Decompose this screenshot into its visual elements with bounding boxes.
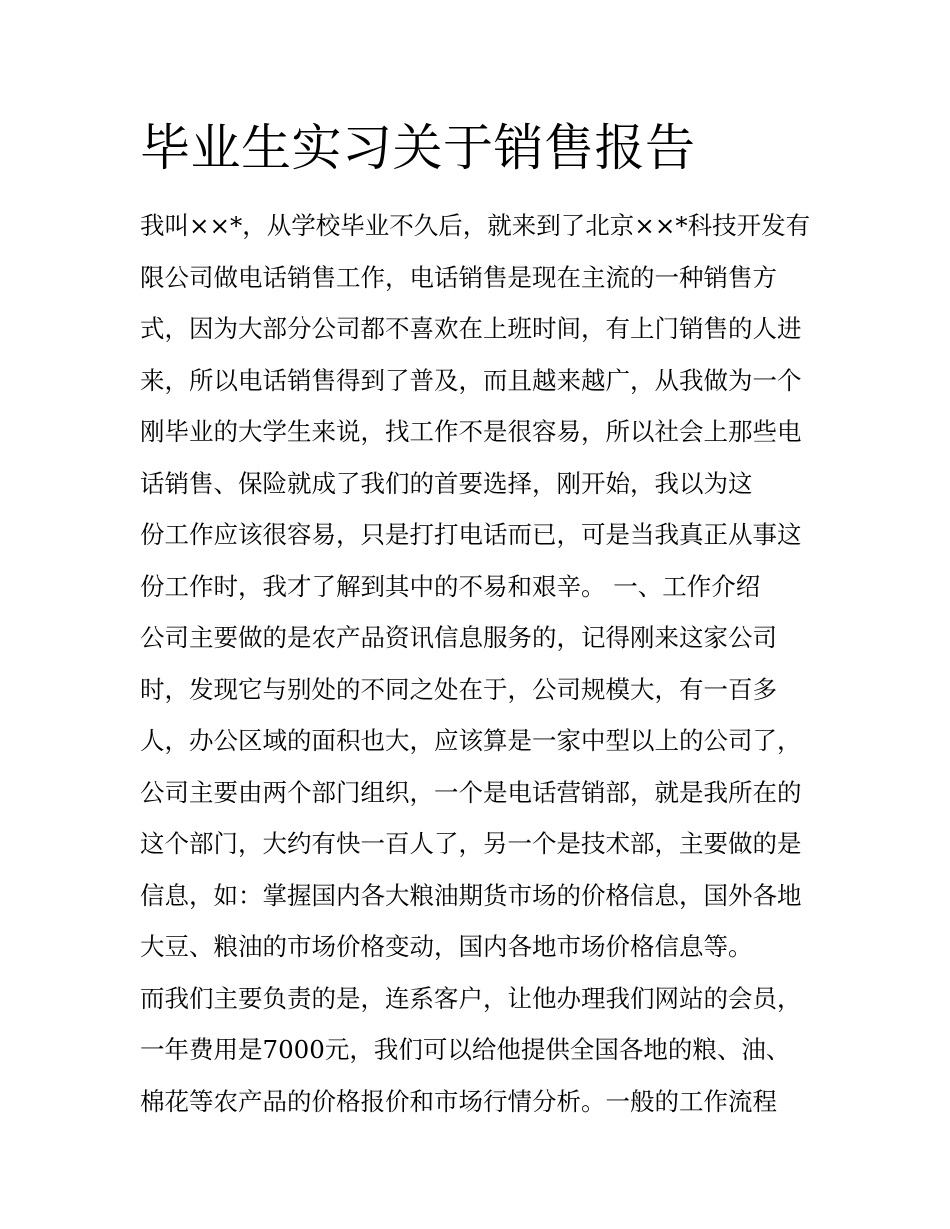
- text-line: 来，所以电话销售得到了普及，而且越来越广，从我做为一个: [140, 365, 802, 395]
- text-line: 份工作时，我才了解到其中的不易和艰辛。 一、工作介绍: [140, 571, 761, 601]
- text-line: 这个部门，大约有快一百人了，另一个是技术部，主要做的是: [140, 829, 802, 858]
- text-line: 人，办公区域的面积也大，应该算是一家中型以上的公司了，: [140, 726, 802, 755]
- text-line: 大豆、粮油的市场价格变动，国内各地市场价格信息等。: [140, 932, 753, 961]
- text-line: 公司主要做的是农产品资讯信息服务的，记得刚来这家公司: [140, 623, 777, 652]
- text-line: 公司主要由两个部门组织，一个是电话营销部，就是我所在的: [140, 777, 802, 807]
- text-line: 刚毕业的大学生来说，找工作不是很容易，所以社会上那些电: [140, 417, 802, 446]
- text-line: 限公司做电话销售工作，电话销售是现在主流的一种销售方: [140, 262, 777, 292]
- text-line: 而我们主要负责的是，连系客户，让他办理我们网站的会员，: [140, 983, 802, 1013]
- text-line: 时，发现它与别处的不同之处在于，公司规模大，有一百多: [140, 674, 777, 704]
- body-text: [140, 200, 830, 1127]
- text-line: 我叫××*，从学校毕业不久后，就来到了北京××*科技开发有: [140, 211, 811, 240]
- text-line: 份工作应该很容易，只是打打电话而已，可是当我真正从事这: [140, 520, 802, 549]
- text-line: 话销售、保险就成了我们的首要选择，刚开始，我以为这: [140, 468, 753, 498]
- page-title: 毕业生实习关于销售报告: [140, 119, 696, 177]
- text-line: 一年费用是7000元，我们可以给他提供全国各地的粮、油、: [140, 1035, 791, 1064]
- text-line: 信息，如：掌握国内各大粮油期货市场的价格信息，国外各地: [140, 880, 802, 910]
- text-line: 棉花等农产品的价格报价和市场行情分析。一般的工作流程: [140, 1086, 777, 1116]
- text-line: 式，因为大部分公司都不喜欢在上班时间，有上门销售的人进: [140, 314, 802, 343]
